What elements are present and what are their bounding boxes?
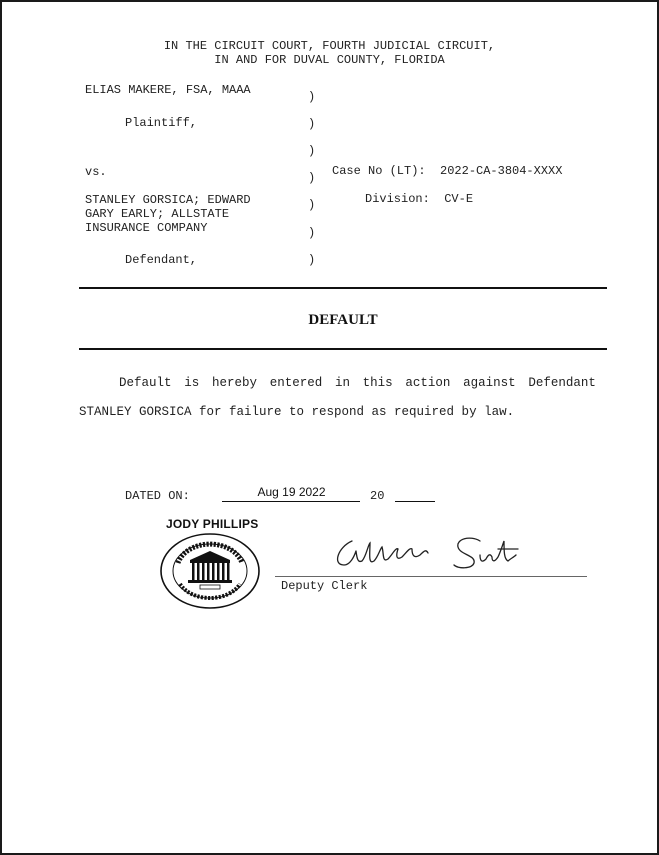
body-word: against [463, 376, 516, 390]
clerk-name: JODY PHILLIPS [166, 517, 259, 531]
division: Division: CV-E [365, 192, 474, 206]
body-word: hereby [211, 376, 257, 390]
caption-paren: ) [308, 144, 316, 158]
caption-paren: ) [308, 198, 316, 212]
year-prefix: 20 [370, 489, 385, 503]
defendant-name-line1: STANLEY GORSICA; EDWARD [85, 193, 251, 207]
plaintiff-name: ELIAS MAKERE, FSA, MAAA [85, 83, 251, 97]
signature-line [275, 576, 587, 577]
top-divider [79, 287, 607, 289]
caption-paren: ) [308, 117, 316, 131]
body-word: Default [119, 376, 172, 390]
body-word: in [334, 376, 350, 390]
date-underline [222, 501, 360, 502]
body-word: entered [269, 376, 323, 390]
court-heading-line1: IN THE CIRCUIT COURT, FOURTH JUDICIAL CIRCUIT, [163, 39, 496, 53]
dated-label: DATED ON: [125, 489, 190, 503]
year-underline [395, 501, 435, 502]
caption-paren: ) [308, 226, 316, 240]
versus-label: vs. [85, 165, 107, 179]
clerk-seal-icon [160, 532, 260, 610]
caption-paren: ) [308, 90, 316, 104]
signature-mark [330, 527, 530, 577]
body-word: action [405, 376, 451, 390]
plaintiff-role: Plaintiff, [125, 116, 198, 130]
defendant-role: Defendant, [125, 253, 198, 267]
body-word: is [184, 376, 200, 390]
case-number: Case No (LT): 2022-CA-3804-XXXX [332, 164, 563, 178]
body-text-line1 [119, 376, 596, 390]
body-text-line2: STANLEY GORSICA for failure to respond as required by law. [79, 405, 515, 419]
caption-paren: ) [308, 253, 316, 267]
defendant-name-line3: INSURANCE COMPANY [85, 221, 208, 235]
bottom-divider [79, 348, 607, 350]
deputy-clerk-label: Deputy Clerk [281, 579, 368, 593]
body-word: this [362, 376, 393, 390]
document-title: DEFAULT [308, 312, 378, 328]
body-word: Defendant [528, 376, 596, 390]
court-heading-line2: IN AND FOR DUVAL COUNTY, FLORIDA [214, 53, 445, 67]
dated-value: Aug 19 2022 [257, 485, 326, 499]
caption-paren: ) [308, 171, 316, 185]
defendant-name-line2: GARY EARLY; ALLSTATE [85, 207, 230, 221]
